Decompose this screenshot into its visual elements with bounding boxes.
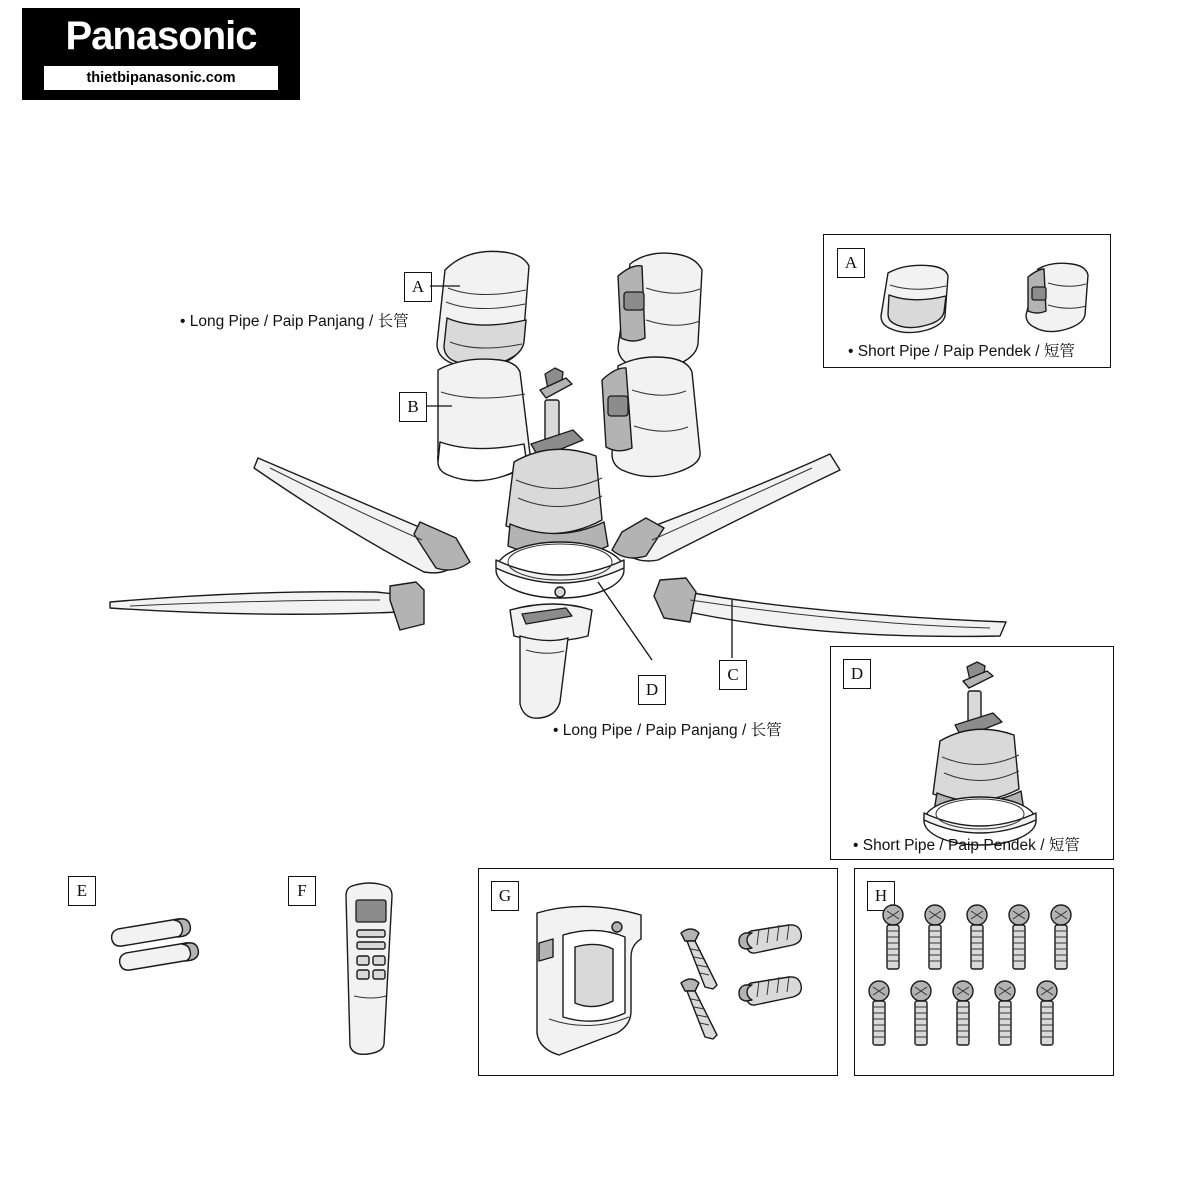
panel-d-callout: D	[843, 659, 871, 689]
wall-anchor-1	[739, 924, 801, 953]
panasonic-logo	[22, 8, 300, 100]
callout-a: A	[404, 272, 432, 302]
fan-blade-right	[654, 578, 1006, 636]
callout-d: D	[638, 675, 666, 705]
canopy-cover-lower-right	[602, 357, 700, 477]
brand-name: Panasonic	[65, 14, 257, 58]
leader-line-d	[598, 582, 652, 660]
mounting-bracket-art	[519, 891, 829, 1056]
callout-f: F	[288, 876, 316, 906]
fan-blade-left	[110, 582, 424, 630]
aaa-batteries-art	[104, 905, 234, 990]
callout-e: E	[68, 876, 96, 906]
fan-blade-upper-left	[254, 458, 470, 573]
panel-d-short-pipe	[830, 646, 1114, 860]
callout-h: H	[867, 881, 895, 911]
callout-b: B	[399, 392, 427, 422]
callout-c: C	[719, 660, 747, 690]
panel-a-callout: A	[837, 248, 865, 278]
caption-a-long-pipe: • Long Pipe / Paip Panjang / 长管	[180, 313, 409, 330]
callout-g: G	[491, 881, 519, 911]
wall-anchor-2	[739, 976, 801, 1005]
caption-d-long-pipe: • Long Pipe / Paip Panjang / 长管	[553, 722, 782, 739]
canopy-cover-upper-right	[618, 253, 702, 370]
panel-h-bolts	[854, 868, 1114, 1076]
short-pipe-canopy-art	[856, 265, 1096, 335]
panel-g-bracket-hardware	[478, 868, 838, 1076]
callout-leader-c	[716, 600, 776, 670]
remote-control-art	[330, 880, 420, 1060]
short-pipe-motor-art	[911, 661, 1061, 829]
panel-a-caption: • Short Pipe / Paip Pendek / 短管	[848, 343, 1075, 360]
panel-a-short-pipe	[823, 234, 1111, 368]
downrod-pipe	[510, 604, 592, 718]
brand-website: thietbipanasonic.com	[44, 66, 278, 90]
hex-bolts-art	[869, 905, 1099, 1055]
callout-leaders	[396, 250, 516, 430]
panel-d-caption: • Short Pipe / Paip Pendek / 短管	[853, 837, 1080, 854]
